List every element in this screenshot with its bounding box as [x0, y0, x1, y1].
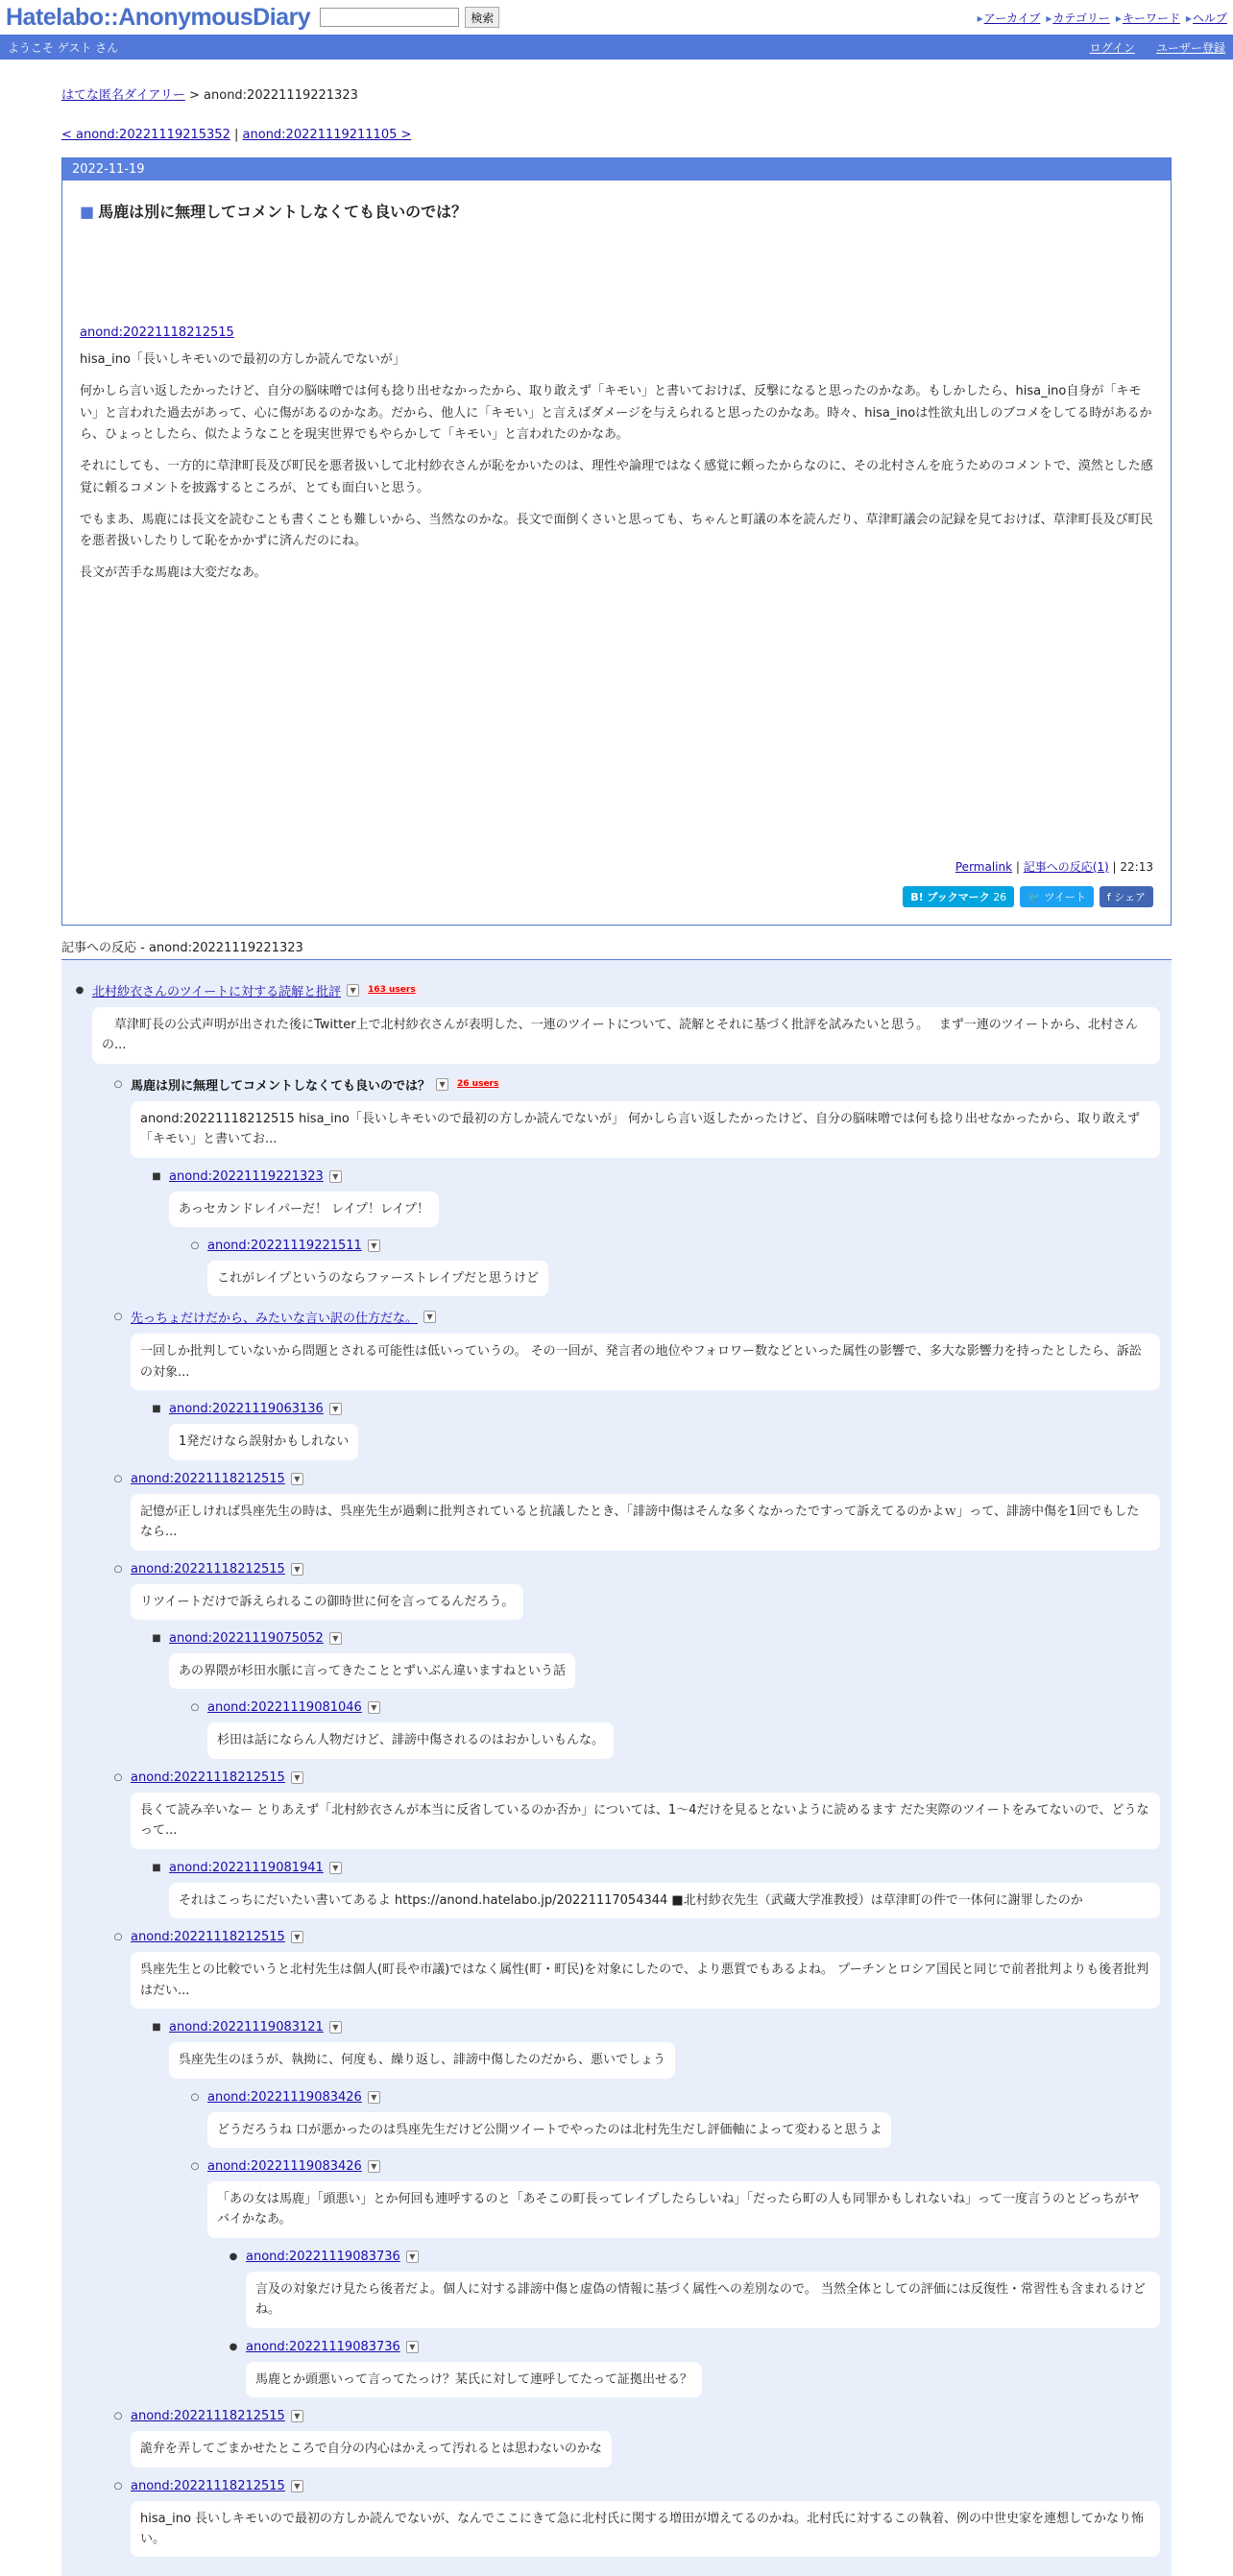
reaction-link[interactable]: anond:20221119081046 [207, 1700, 362, 1716]
prev-entry-link[interactable]: < anond:20221119215352 [61, 128, 230, 142]
nav-archive[interactable]: ▸ アーカイブ [978, 10, 1041, 26]
reaction-header [150, 1169, 1160, 1184]
reaction-excerpt: hisa_ino 長いしキモいので最初の方しか読んでないが、なんでここにきて急に北村氏に関する増田が増えてるのかね。北村氏に対するこの執着、例の中世史家を連想してかなり怖い。 [131, 2501, 1160, 2558]
dropdown-icon[interactable]: ▼ [406, 2341, 419, 2353]
reaction-header [188, 1239, 1160, 1253]
dropdown-icon[interactable]: ▼ [368, 2091, 380, 2104]
reaction-link[interactable]: anond:20221119221323 [169, 1168, 324, 1184]
entry-paragraph: 何かしら言い返したかったけど、自分の脳味噌では何も捻り出せなかったから、取り敢えず「キモい」と書いておけば、反撃になると思ったのかなあ。もしかしたら、hisa_ino自身が「キモい」と言われた過去があって、心に傷があるのかなあ。だから、他人に「キモい」と言えばダメージを与えられると思ったのかなあ。時々、hisa_inoは性欲丸出しのブコメをしてる時があるから、ひょっとしたら、似たようなことを現実世界でもやらかして「キモい」と言われたのかなあ。 [80, 383, 1152, 443]
login-link[interactable]: ログイン [1089, 40, 1135, 55]
reaction-item [150, 1631, 1160, 1689]
reactions-link[interactable]: 記事への反応(1) [1023, 859, 1109, 874]
reaction-excerpt: 呉座先生との比較でいうと北村先生は個人(町長や市議)ではなく属性(町・町民)を対象にしたので、より悪質でもあるよね。 プーチンとロシア国民と同じで前者批判よりも後者批判はだい... [131, 1952, 1160, 2009]
reaction-link[interactable]: 先っちょだけだから、みたいな言い訳の仕方だな。 [131, 1312, 419, 1327]
dropdown-icon[interactable]: ▼ [291, 1563, 303, 1576]
twitter-bird-icon: 🐦 [1028, 890, 1041, 903]
reactions-tree [61, 960, 1172, 2576]
entry-anchor-link[interactable]: anond:20221118212515 [80, 325, 234, 340]
bullet-icon: ■ [152, 1170, 161, 1182]
reaction-excerpt: 草津町長の公式声明が出された後にTwitter上で北村紗衣さんが表明した、一連のツイートについて、読解とそれに基づく批評を試みたいと思う。 まず一連のツイートから、北村さんの... [92, 1007, 1160, 1064]
entry-meta: Permalink | 記事への反応(1) | 22:13 [955, 859, 1153, 874]
dropdown-icon[interactable]: ▼ [436, 1078, 448, 1091]
reaction-link[interactable]: anond:20221119083121 [169, 2020, 324, 2035]
dropdown-icon[interactable]: ▼ [368, 1240, 380, 1252]
dropdown-icon[interactable]: ▼ [329, 2021, 342, 2034]
reaction-item [111, 2479, 1160, 2558]
bullet-icon: ■ [152, 1404, 161, 1415]
search-input[interactable] [320, 8, 459, 27]
breadcrumb-sep: > [188, 88, 200, 103]
reaction-header [111, 1308, 1160, 1326]
dropdown-icon[interactable]: ▼ [329, 1862, 342, 1874]
bullet-icon: ■ [152, 2022, 161, 2034]
reaction-item [111, 2409, 1160, 2467]
bullet-icon: ○ [113, 1473, 123, 1484]
reaction-item [188, 1239, 1160, 1296]
reaction-header [111, 1562, 1160, 1577]
reaction-item [111, 1308, 1160, 1390]
dropdown-icon[interactable]: ▼ [368, 2160, 380, 2173]
nav-category[interactable]: ▸ カテゴリー [1046, 10, 1110, 26]
dropdown-icon[interactable]: ▼ [291, 1771, 303, 1784]
reaction-header [150, 1402, 1160, 1416]
welcome-bar [0, 35, 1233, 60]
bullet-icon: ● [229, 2341, 238, 2352]
reaction-excerpt: 馬鹿とか頭悪いって言ってたっけ？某氏に対して連呼してたって証拠出せる？ [246, 2362, 702, 2397]
bullet-icon: ○ [190, 2091, 200, 2103]
tweet-button[interactable] [1020, 886, 1094, 907]
reaction-item [73, 981, 1160, 1064]
header [0, 0, 1233, 35]
bullet-icon: ● [229, 2251, 238, 2262]
bullet-icon: ○ [113, 1078, 123, 1090]
bullet-icon: ○ [113, 1932, 123, 1943]
bookmark-users-badge[interactable]: 26 users [454, 1079, 501, 1089]
bullet-icon: ■ [152, 1633, 161, 1644]
bullet-icon: ○ [190, 1702, 200, 1714]
bullet-icon: ○ [113, 1771, 123, 1783]
reaction-excerpt: anond:20221118212515 hisa_ino「長いしキモいので最初の方しか読んでないが」 何かしら言い返したかったけど、自分の脳味噌では何も捻り出せなかったから、取り敢えず「キモい」と書いてお... [131, 1101, 1160, 1158]
dropdown-icon[interactable]: ▼ [291, 2480, 303, 2492]
reaction-link[interactable]: anond:20221119081941 [169, 1860, 324, 1875]
top-nav [978, 10, 1227, 26]
dropdown-icon[interactable]: ▼ [329, 1170, 342, 1183]
entry-paragraph: hisa_ino「長いしキモいので最初の方しか読んでないが」 [80, 352, 405, 367]
entry-body [62, 200, 1171, 907]
reaction-link[interactable]: anond:20221119075052 [169, 1631, 324, 1646]
dropdown-icon[interactable]: ▼ [291, 1473, 303, 1485]
entry-title [80, 200, 1153, 222]
entry-paragraph: それにしても、一方的に草津町長及び町民を悪者扱いして北村紗衣さんが恥をかいたのは、理性や論理ではなく感覚に頼ったからなのに、その北村さんを庇うためのコメントで、漠然とした感覚に頼るコメントを披露するところが、とても面白いと思う。 [80, 459, 1153, 495]
reaction-excerpt: 杉田は話にならん人物だけど、誹謗中傷されるのはおかしいもんな。 [207, 1722, 614, 1758]
reaction-item [111, 1562, 1160, 1620]
reaction-header [111, 2409, 1160, 2423]
reaction-link[interactable]: anond:20221119083736 [246, 2339, 400, 2354]
reaction-excerpt: どうだろうね 口が悪かったのは呉座先生だけど公開ツイートでやったのは北村先生だし評価軸によって変わると思うよ [207, 2112, 891, 2148]
breadcrumb-home[interactable]: はてな匿名ダイアリー [61, 88, 185, 103]
bookmark-count: 26 [993, 890, 1007, 903]
entry-date: 2022-11-19 [62, 158, 1171, 181]
reaction-excerpt: 一回しか批判していないから問題とされる可能性は低いっていうの。 その一回が、発言者の地位やフォロワー数などといった属性の影響で、多大な影響力を持ったとしたら、訴訟の対象... [131, 1334, 1160, 1390]
main-content [61, 84, 1172, 2576]
reaction-header [150, 2020, 1160, 2034]
dropdown-icon[interactable]: ▼ [291, 1931, 303, 1943]
reaction-header [188, 2090, 1160, 2105]
reaction-item [227, 2250, 1160, 2328]
reaction-link[interactable]: anond:20221118212515 [131, 2409, 285, 2424]
reaction-link[interactable]: 馬鹿は別に無理してコメントしなくても良いのでは？ [131, 1078, 431, 1094]
reaction-link[interactable]: anond:20221119063136 [169, 1402, 324, 1417]
tweet-label: ツイート [1044, 890, 1086, 903]
search-button[interactable]: 検索 [465, 7, 499, 28]
dropdown-icon[interactable]: ▼ [329, 1632, 342, 1645]
entry-square-icon[interactable]: ■ [80, 203, 95, 221]
reaction-link[interactable]: anond:20221118212515 [131, 1769, 285, 1785]
bullet-icon: ● [75, 984, 85, 996]
reaction-header [111, 1472, 1160, 1486]
reaction-header [188, 1700, 1160, 1715]
bullet-icon: ○ [190, 1240, 200, 1251]
reaction-header [150, 1631, 1160, 1646]
bullet-icon: ○ [113, 1563, 123, 1575]
reaction-link[interactable]: anond:20221118212515 [131, 1930, 285, 1945]
pager-sep: | [234, 128, 239, 142]
dropdown-icon[interactable]: ▼ [329, 1403, 342, 1415]
reaction-item [111, 1472, 1160, 1551]
nav-keyword[interactable]: ▸ キーワード [1116, 10, 1180, 26]
entry-title-text: 馬鹿は別に無理してコメントしなくても良いのでは？ [98, 203, 468, 221]
reaction-excerpt: これがレイプというのならファーストレイプだと思うけど [207, 1261, 548, 1296]
reaction-link[interactable]: 北村紗衣さんのツイートに対する読解と批評 [92, 984, 342, 999]
reaction-link[interactable]: anond:20221118212515 [131, 1471, 285, 1486]
reaction-link[interactable]: anond:20221118212515 [131, 2478, 285, 2493]
reaction-item [150, 2020, 1160, 2078]
reaction-item [150, 1861, 1160, 1918]
reaction-header [150, 1861, 1160, 1875]
reaction-header [73, 981, 1160, 999]
reaction-header [111, 2479, 1160, 2493]
reaction-link[interactable]: anond:20221119221511 [207, 1238, 362, 1253]
reaction-item [150, 1402, 1160, 1459]
reaction-item [111, 1075, 1160, 1158]
reaction-header [227, 2340, 1160, 2354]
reaction-header [111, 1770, 1160, 1785]
reaction-excerpt: 呉座先生のほうが、執拗に、何度も、繰り返し、誹謗中傷したのだから、悪いでしょう [169, 2042, 675, 2078]
reaction-excerpt: 言及の対象だけ見たら後者だよ。個人に対する誹謗中傷と虚偽の情報に基づく属性への差別なので。 当然全体としての評価には反復性・常習性も含まれるけどね。 [246, 2272, 1160, 2328]
reaction-excerpt: 長くて読み辛いなー とりあえず「北村紗衣さんが本当に反省しているのか否か」については、1～4だけを見るとないように読めるます だた実際のツイートをみてないので、どうなって... [131, 1793, 1160, 1849]
bullet-icon: ○ [190, 2160, 200, 2172]
reaction-item [111, 1930, 1160, 2009]
reaction-excerpt: 1発だけなら誤射かもしれない [169, 1424, 358, 1459]
dropdown-icon[interactable]: ▼ [406, 2251, 419, 2263]
facebook-share-button[interactable] [1100, 886, 1153, 907]
reaction-link[interactable]: anond:20221119083426 [207, 2089, 362, 2105]
reaction-excerpt: それはこっちにだいたい書いてあるよ https://anond.hatelabo.jp/20221117054344 ■北村紗衣先生（武蔵大学准教授）は草津町の件で一体何に謝罪したのか [169, 1883, 1160, 1918]
share-row [80, 886, 1153, 907]
pager [61, 128, 1172, 142]
dropdown-icon[interactable]: ▼ [347, 984, 359, 997]
bullet-icon: ○ [113, 2480, 123, 2492]
reaction-excerpt: 「あの女は馬鹿」「頭悪い」とか何回も連呼するのと「あそこの町長ってレイプしたらしいね」「だったら町の人も同罪かもしれないね」って一度言うのとどっちがヤバイかなあ。 [207, 2181, 1160, 2238]
reaction-link[interactable]: anond:20221119083736 [246, 2249, 400, 2264]
reaction-link[interactable]: anond:20221119083426 [207, 2158, 362, 2174]
bullet-icon: ■ [152, 1862, 161, 1873]
reaction-excerpt: 詭弁を弄してごまかせたところで自分の内心はかえって汚れるとは思わないのかな [131, 2431, 612, 2467]
reaction-excerpt: あっセカンドレイパーだ！ レイプ！レイプ！ [169, 1192, 439, 1227]
dropdown-icon[interactable]: ▼ [423, 1311, 436, 1323]
reaction-header [111, 1930, 1160, 1944]
reaction-excerpt: 記憶が正しければ呉座先生の時は、呉座先生が過剰に批判されていると抗議したとき、「誹謗中傷はそんな多くなかったですって訴えてるのかよｗ」って、誹謗中傷を1回でもしたなら... [131, 1494, 1160, 1551]
share-label: シェア [1114, 890, 1146, 903]
reaction-excerpt: リツイートだけで訴えられるこの御時世に何を言ってるんだろう。 [131, 1584, 523, 1620]
bullet-icon: ○ [113, 2411, 123, 2422]
reaction-item [227, 2340, 1160, 2397]
register-link[interactable]: ユーザー登録 [1155, 40, 1225, 55]
entry-time: 22:13 [1120, 859, 1153, 874]
reaction-header [111, 1075, 1160, 1094]
reaction-header [227, 2250, 1160, 2264]
reaction-item [188, 2159, 1160, 2238]
reaction-excerpt: あの界隈が杉田水脈に言ってきたこととずいぶん違いますねという話 [169, 1653, 575, 1689]
entry [61, 157, 1172, 926]
dropdown-icon[interactable]: ▼ [368, 1701, 380, 1714]
breadcrumb [61, 84, 1172, 103]
welcome-text: ようこそ ゲスト さん [8, 40, 119, 55]
entry-paragraph: 長文が苦手な馬鹿は大変だなあ。 [80, 566, 267, 580]
reaction-item [188, 2090, 1160, 2148]
reaction-header [188, 2159, 1160, 2174]
next-entry-link[interactable]: anond:20221119211105 > [242, 128, 412, 142]
dropdown-icon[interactable]: ▼ [291, 2410, 303, 2422]
permalink[interactable]: Permalink [955, 859, 1013, 874]
nav-help[interactable]: ▸ ヘルプ [1186, 10, 1227, 26]
entry-paragraph: でもまあ、馬鹿には長文を読むことも書くことも難しいから、当然なのかな。長文で面倒くさいと思っても、ちゃんと町議の本を読んだり、草津町議会の記録を見ておけば、草津町長及び町民を悪者扱いしたりして恥をかかずに済んだのにね。 [80, 512, 1153, 549]
reactions-title: 記事への反応 - anond:20221119221323 [61, 937, 1172, 960]
reaction-item [111, 1770, 1160, 1849]
reaction-item [188, 1700, 1160, 1758]
facebook-icon: f [1106, 890, 1111, 903]
breadcrumb-current: anond:20221119221323 [204, 88, 358, 103]
bullet-icon: ○ [113, 1312, 123, 1323]
logo[interactable]: Hatelabo::AnonymousDiary [6, 3, 311, 31]
bookmark-label: B! ブックマーク [910, 890, 990, 903]
reaction-link[interactable]: anond:20221118212515 [131, 1561, 285, 1577]
bookmark-users-badge[interactable]: 163 users [365, 985, 419, 995]
reaction-item [150, 1169, 1160, 1227]
hatena-bookmark-button[interactable] [903, 886, 1014, 907]
